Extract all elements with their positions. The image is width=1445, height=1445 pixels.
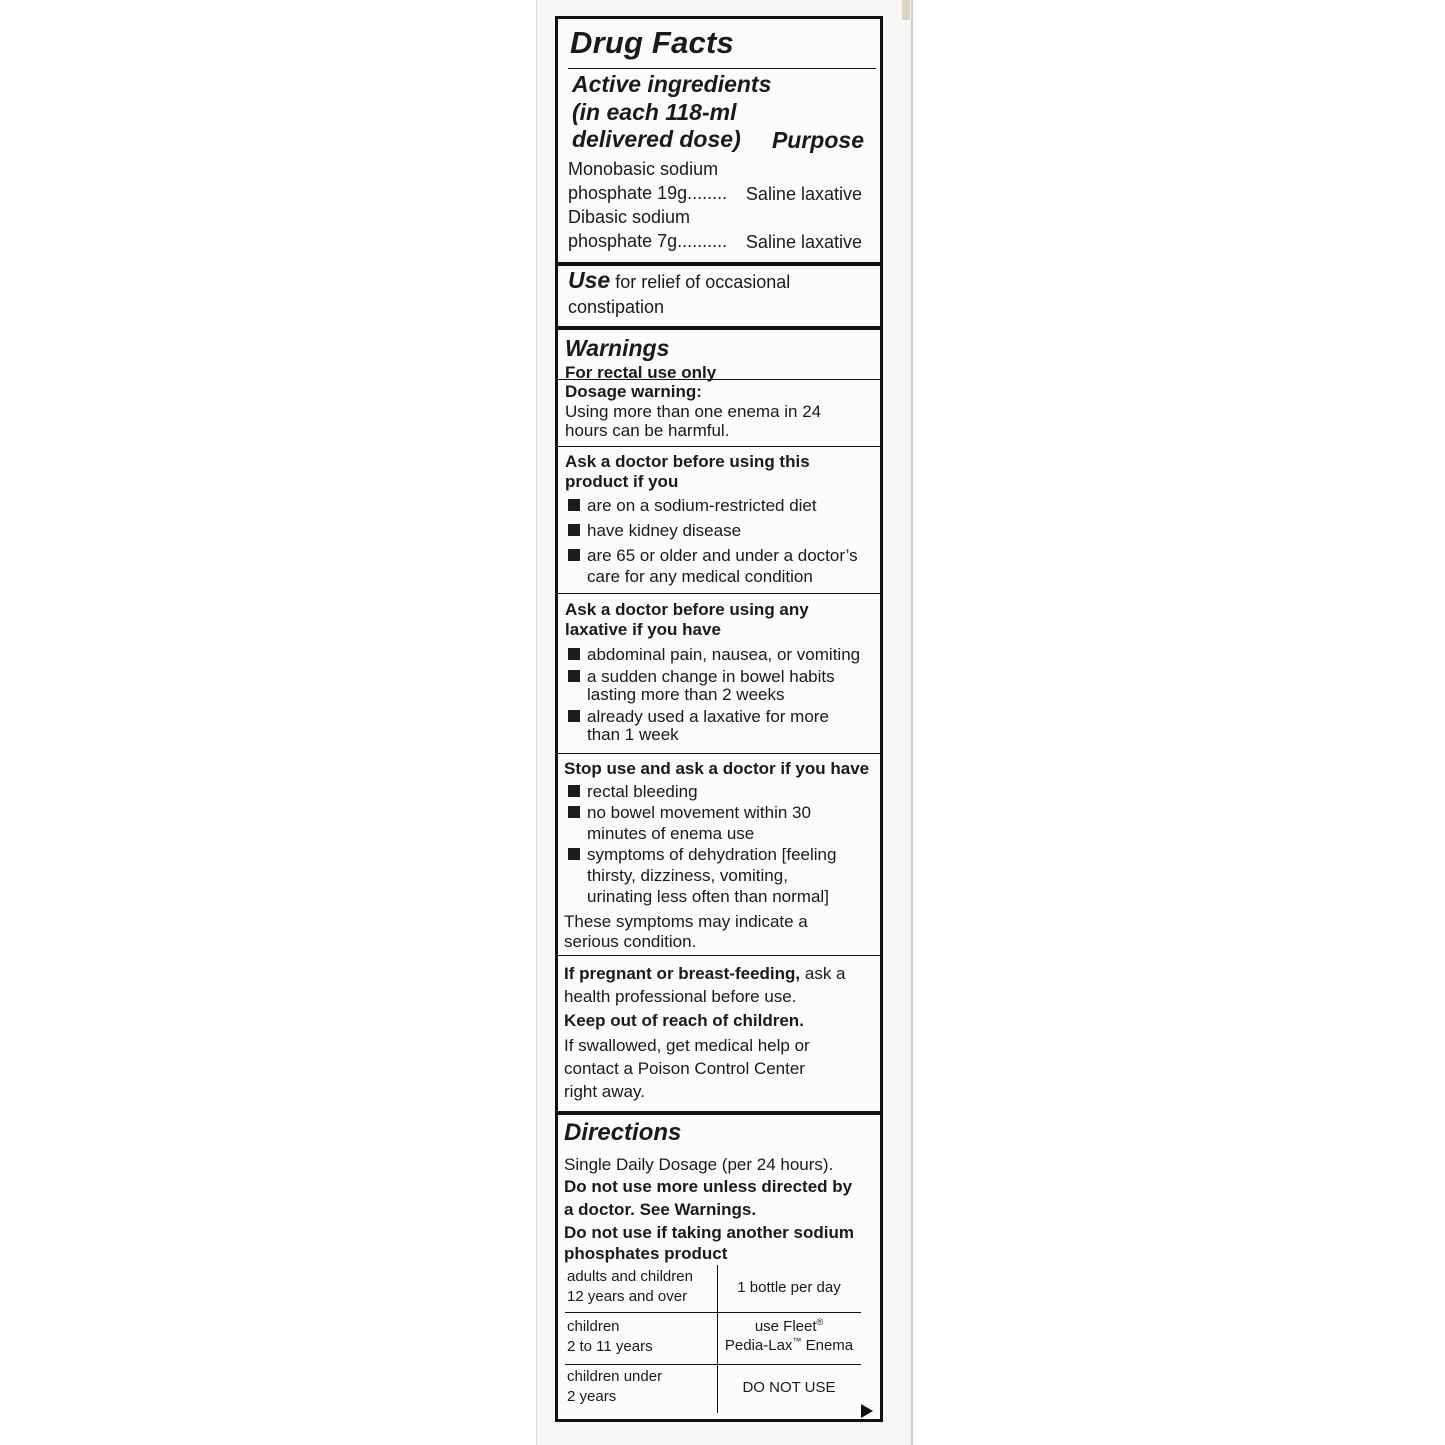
table-row-who — [567, 1367, 662, 1407]
carton-edge — [902, 0, 910, 20]
directions-text: Single Daily Dosage (per 24 hours). — [564, 1155, 834, 1174]
dosage-warning-text: hours can be harmful. — [565, 421, 730, 440]
table-row-who — [567, 1317, 653, 1357]
ask-doctor-product-section — [558, 447, 880, 594]
ingredient-amount: phosphate 19g........ — [568, 183, 728, 203]
bullet-square-icon — [568, 648, 580, 660]
table-cell: children — [567, 1318, 620, 1335]
table-cell: use Fleet — [754, 1318, 817, 1335]
other-warnings-section — [558, 956, 880, 1115]
stop-use-note: These symptoms may indicate a — [564, 912, 808, 931]
directions-bold-text: phosphates product — [564, 1244, 728, 1263]
bullet-text: have kidney disease — [587, 521, 742, 540]
ingredient-amount: phosphate 7g.......... — [568, 231, 728, 251]
table-cell: adults and children — [567, 1268, 693, 1285]
use-section — [558, 266, 880, 330]
stop-use-section — [558, 754, 880, 956]
heading-line: delivered dose) — [572, 126, 741, 152]
active-ingredients-heading — [572, 71, 792, 154]
bullet-text: are 65 or older and under a doctor’s — [587, 546, 858, 565]
keep-out-of-reach: Keep out of reach of children. — [564, 1011, 804, 1030]
heading-line: Active ingredients — [572, 71, 772, 97]
bullet-square-icon — [568, 848, 580, 860]
bullet-text: minutes of enema use — [587, 824, 755, 843]
table-row-dose: DO NOT USE — [742, 1379, 836, 1396]
trademark-mark: ™ — [792, 1336, 802, 1346]
bullet-text: rectal bleeding — [587, 782, 698, 801]
directions-bold-text: Do not use if taking another sodium — [564, 1223, 854, 1242]
bullet-square-icon — [568, 806, 580, 818]
use-text-continued: constipation — [568, 297, 665, 317]
bullet-text: than 1 week — [587, 725, 679, 744]
bullet-text: thirsty, dizziness, vomiting, — [587, 866, 788, 885]
panel-title: Drug Facts — [570, 25, 734, 60]
swallowed-warning: If swallowed, get medical help or — [564, 1036, 810, 1055]
warnings-title: Warnings — [565, 335, 670, 361]
directions-title: Directions — [564, 1119, 682, 1146]
ask-doctor-heading: laxative if you have — [565, 620, 721, 639]
registered-mark: ® — [816, 1317, 824, 1327]
ask-doctor-heading: Ask a doctor before using any — [565, 600, 809, 619]
pregnant-warning — [564, 964, 846, 984]
stop-use-note: serious condition. — [564, 932, 697, 951]
ingredient-name: Dibasic sodium — [568, 207, 691, 227]
table-cell: 2 years — [567, 1388, 617, 1405]
bullet-square-icon — [568, 524, 580, 536]
bullet-text: abdominal pain, nausea, or vomiting — [587, 645, 861, 664]
use-label: Use — [568, 267, 611, 293]
pregnant-warning-continued: health professional before use. — [564, 987, 797, 1006]
ingredient-name: Monobasic sodium — [568, 159, 719, 179]
warnings-header — [558, 330, 880, 380]
bullet-square-icon — [568, 499, 580, 511]
directions-bold-text: Do not use more unless directed by — [564, 1177, 853, 1196]
pregnant-bold: If pregnant or breast-feeding, — [564, 964, 801, 983]
ask-doctor-heading: product if you — [565, 472, 679, 491]
bullet-text: urinating less often than normal] — [587, 887, 829, 906]
bullet-square-icon — [568, 785, 580, 797]
directions-bold-text: a doctor. See Warnings. — [564, 1200, 757, 1219]
continue-arrow-icon — [861, 1404, 873, 1418]
dosage-warning-heading: Dosage warning: — [565, 382, 702, 401]
table-row-who — [567, 1267, 693, 1307]
ingredient-purpose: Saline laxative — [745, 184, 862, 204]
drug-facts-panel — [555, 16, 883, 1422]
ask-doctor-heading: Ask a doctor before using this — [565, 452, 810, 471]
bullet-square-icon — [568, 670, 580, 682]
dosage-table — [565, 1265, 861, 1413]
table-row-dose: 1 bottle per day — [737, 1279, 841, 1296]
table-cell: 12 years and over — [567, 1288, 688, 1305]
pregnant-rest: ask a — [800, 964, 846, 983]
bullet-text: symptoms of dehydration [feeling — [587, 845, 837, 864]
swallowed-warning: right away. — [564, 1082, 645, 1101]
table-divider — [565, 1312, 861, 1313]
table-cell: children under — [567, 1368, 663, 1385]
table-row-dose — [717, 1317, 861, 1355]
stop-use-heading: Stop use and ask a doctor if you have — [564, 759, 870, 778]
heading-line: (in each 118-ml — [572, 98, 737, 125]
bullet-text: are on a sodium-restricted diet — [587, 496, 817, 515]
table-cell: Pedia-Lax — [724, 1337, 793, 1354]
use-line — [568, 267, 790, 294]
active-ingredients-section — [558, 19, 880, 266]
bullet-text: already used a laxative for more — [587, 707, 829, 726]
dosage-warning-section — [558, 380, 880, 447]
swallowed-warning: contact a Poison Control Center — [564, 1059, 805, 1078]
ingredient-purpose: Saline laxative — [745, 232, 862, 252]
rectal-use-only: For rectal use only — [565, 363, 717, 382]
dosage-warning-text: Using more than one enema in 24 — [565, 402, 822, 421]
title-divider — [568, 68, 876, 69]
table-cell: Enema — [805, 1337, 854, 1354]
ask-doctor-laxative-section — [558, 594, 880, 754]
bullet-square-icon — [568, 710, 580, 722]
bullet-text: care for any medical condition — [587, 567, 813, 586]
bullet-text: lasting more than 2 weeks — [587, 685, 785, 704]
bullet-text: no bowel movement within 30 — [587, 803, 811, 822]
directions-section — [558, 1115, 880, 1422]
bullet-text: a sudden change in bowel habits — [587, 667, 835, 686]
table-divider — [565, 1364, 861, 1365]
bullet-square-icon — [568, 549, 580, 561]
table-cell: 2 to 11 years — [567, 1338, 653, 1355]
use-text: for relief of occasional — [615, 272, 791, 292]
purpose-heading: Purpose — [771, 127, 864, 153]
